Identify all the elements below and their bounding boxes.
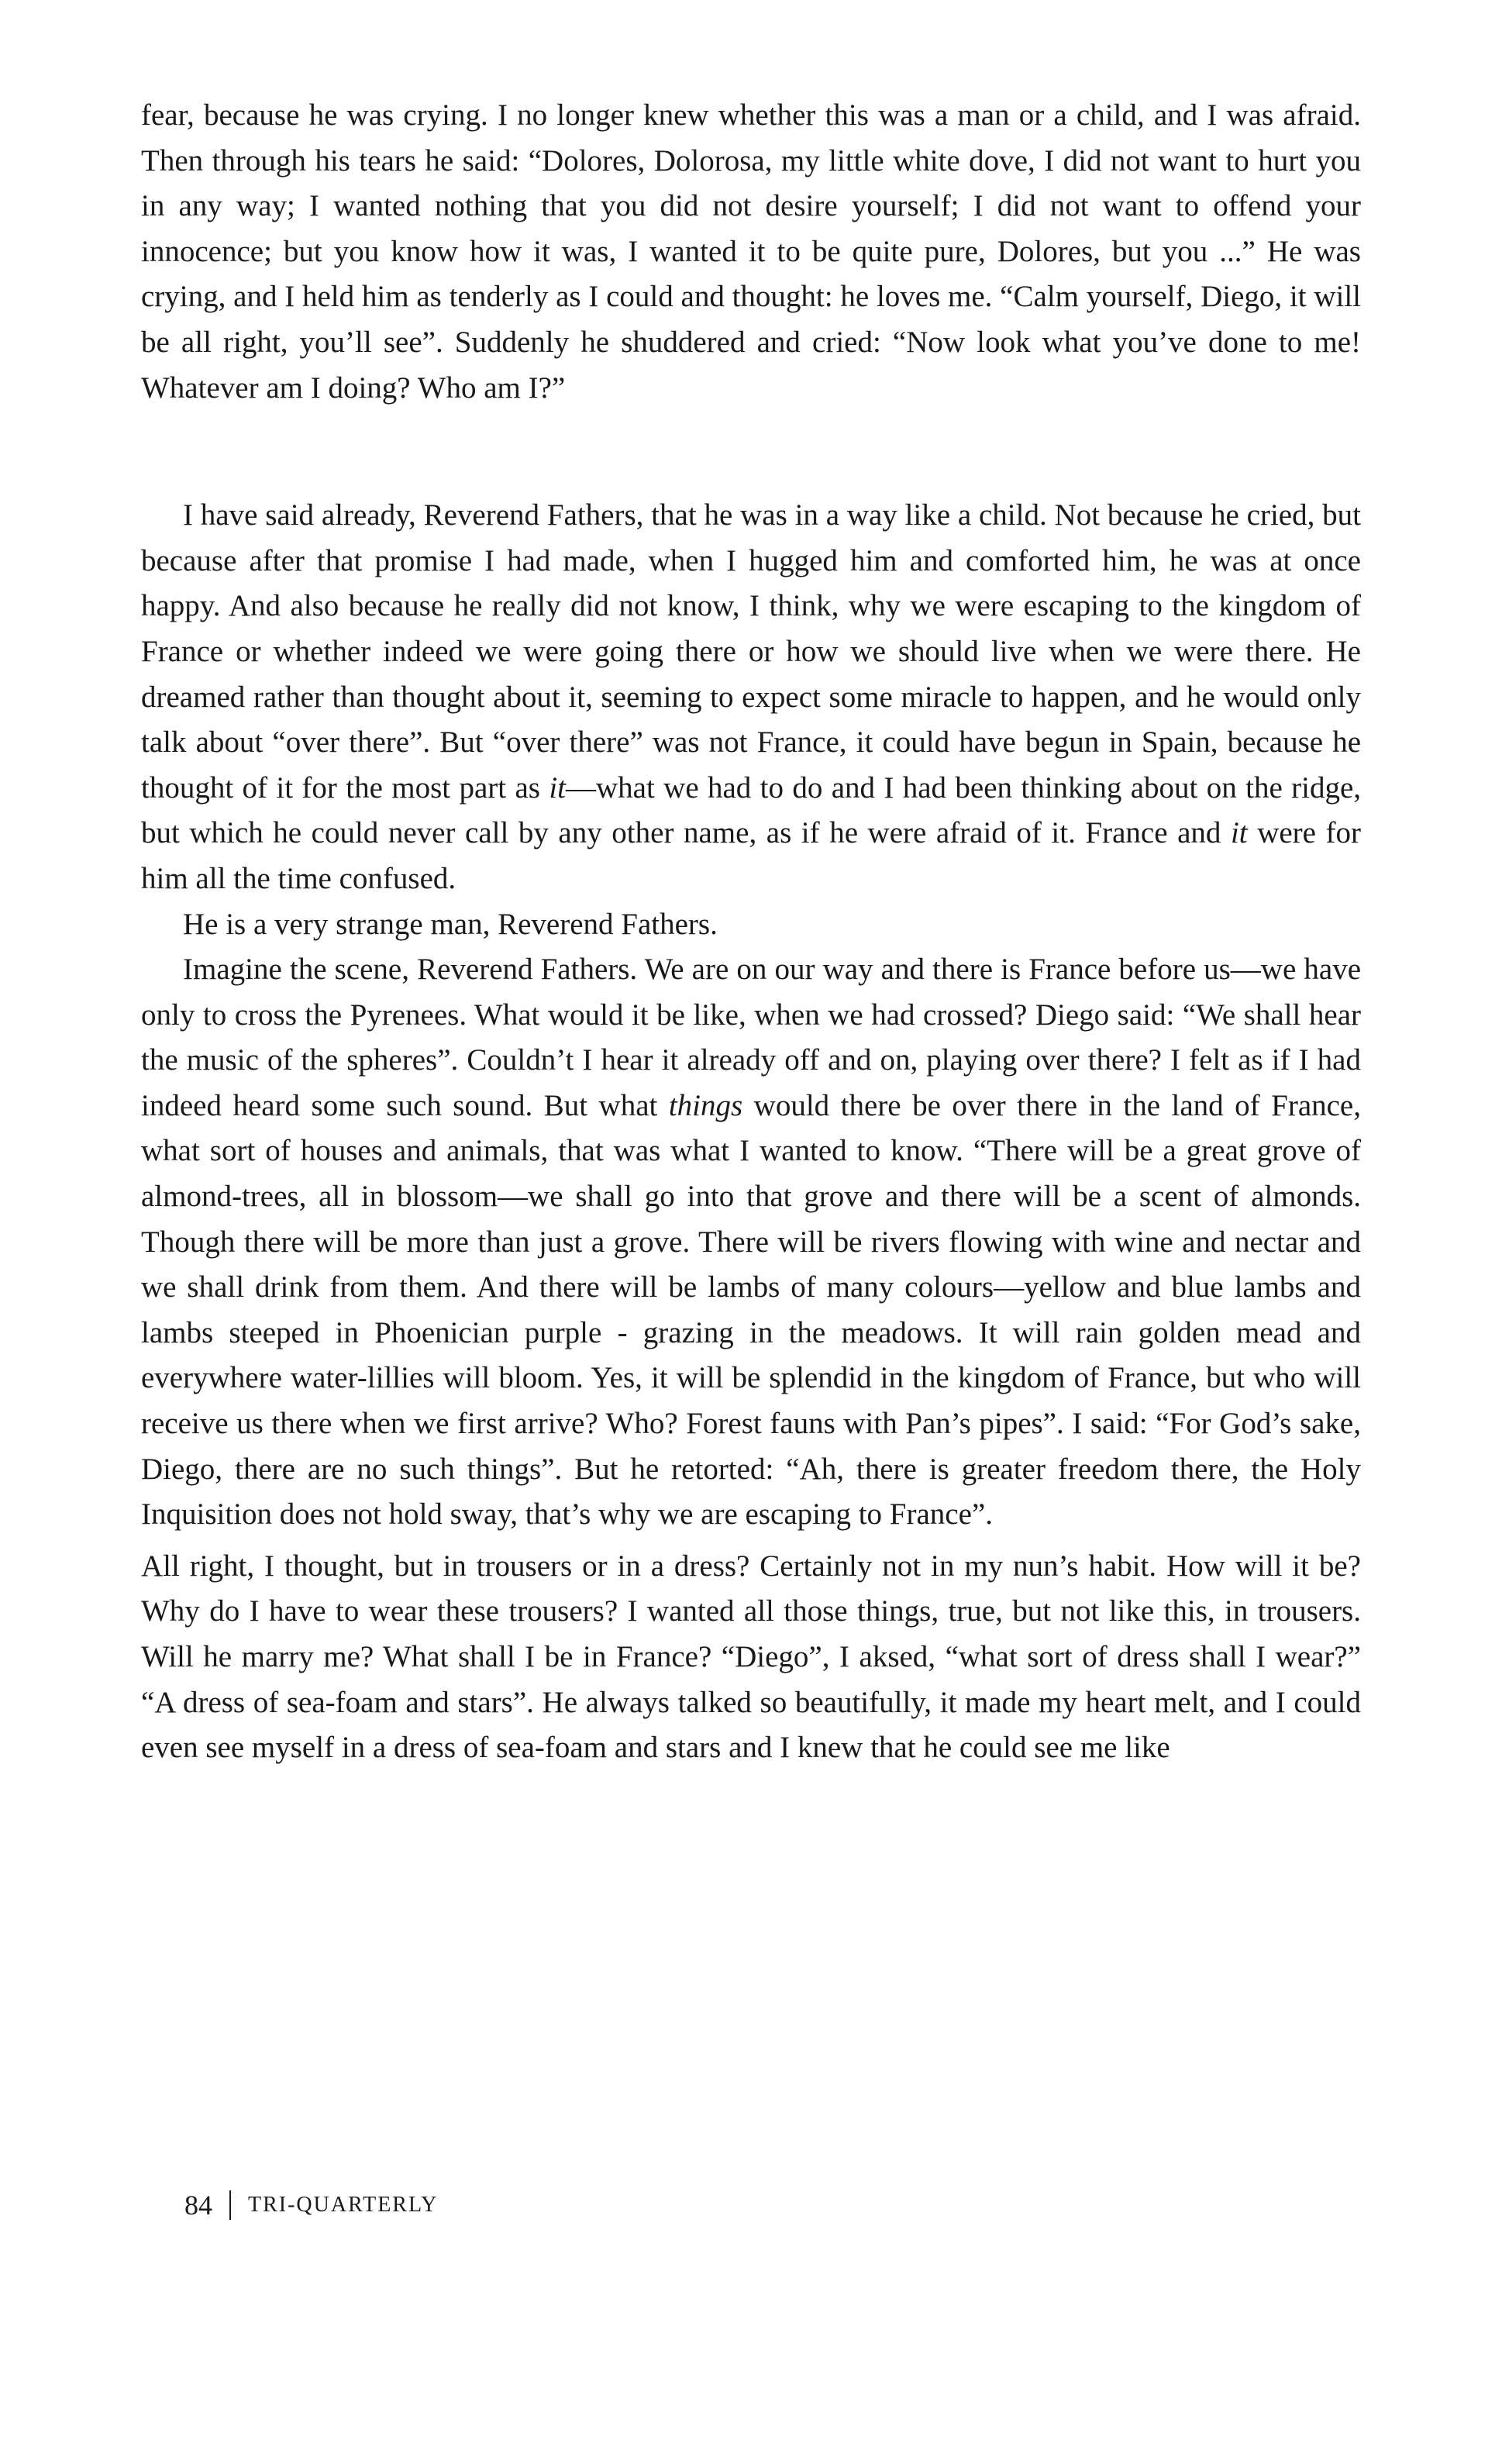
text-segment: —what we had to do and I had been thinking about on the ridge, but which he could never call by any other name, as if he were afraid of it. France and	[141, 770, 1362, 850]
paragraph-gap	[141, 1538, 1361, 1544]
paragraph-continuation	[141, 93, 1361, 411]
page-body	[141, 93, 1361, 1771]
text-segment: I have said already, Reverend Fathers, that he was in a way like a child. Not because he cried, but because after that promise I had made, when I hugged him and comforted him, he was at once happy. And also because he really did not know, I think, why we were escaping to the kingdom of France or whether indeed we were going there or how we should live when we were there. He dreamed rather than thought about it, seeming to expect some miracle to happen, and he would only talk about “over there”. But “over there” was not France, it could have begun in Spain, because he thought of it for the most part as	[141, 498, 1361, 805]
section-break	[141, 411, 1361, 493]
footer-divider	[229, 2190, 231, 2220]
journal-title: TRI-QUARTERLY	[248, 2193, 439, 2217]
italic-text: things	[668, 1088, 743, 1122]
paragraph-child-like	[141, 493, 1361, 901]
italic-text: it	[1230, 816, 1248, 850]
paragraph-trousers	[141, 1544, 1361, 1771]
text-segment: He is a very strange man, Reverend Fathers.	[183, 907, 718, 941]
page-number: 84	[184, 2190, 212, 2221]
italic-text: it	[549, 770, 566, 805]
page-footer	[184, 2189, 439, 2221]
text-segment: would there be over there in the land of France, what sort of houses and animals, that was what I wanted to know. “There will be a great grove of almond-trees, all in blossom—we shall go into that grove and there will be a scent of almonds. Though there will be more than just a grove. There will be rivers flowing with wine and nectar and we shall drink from them. And there will be lambs of many colours—yellow and blue lambs and lambs steeped in Phoenician purple - grazing in the meadows. It will rain golden mead and everywhere water-lillies will bloom. Yes, it will be splendid in the kingdom of France, but who will receive us there when we first arrive? Who? Forest fauns with Pan’s pipes”. I said: “For God’s sake, Diego, there are no such things”. But he retorted: “Ah, there is greater freedom there, the Holy Inquisition does not hold sway, that’s why we are escaping to France”.	[141, 1088, 1361, 1532]
paragraph-imagine-scene	[141, 947, 1361, 1538]
text-segment: All right, I thought, but in trousers or in a dress? Certainly not in my nun’s habit. How will it be? Why do I have to wear these trousers? I wanted all those things, true, but not like this, in trousers. Will he marry me? What shall I be in France? “Diego”, I aksed, “what sort of dress shall I wear?” “A dress of sea-foam and stars”. He always talked so beautifully, it made my heart melt, and I could even see myself in a dress of sea-foam and stars and I knew that he could see me like	[141, 1549, 1361, 1765]
text-segment: Imagine the scene, Reverend Fathers. We are on our way and there is France before us—we have only to cross the Pyrenees. What would it be like, when we had crossed? Diego said: “We shall hear the music of the spheres”. Couldn’t I hear it already off and on, playing over there? I felt as if I had indeed heard some such sound. But what	[141, 953, 1361, 1122]
paragraph-strange-man	[141, 902, 1361, 948]
text-segment: fear, because he was crying. I no longer knew whether this was a man or a child, and I was afraid. Then through his tears he said: “Dolores, Dolorosa, my little white dove, I did not want to hurt you in any way; I wanted nothing that you did not desire yourself; I did not want to offend your innocence; but you know how it was, I wanted it to be quite pure, Dolores, but you ...” He was crying, and I held him as tenderly as I could and thought: he loves me. “Calm yourself, Diego, it will be all right, you’ll see”. Suddenly he shuddered and cried: “Now look what you’ve done to me! Whatever am I doing? Who am I?”	[141, 98, 1361, 405]
text-segment: were for him all the time confused.	[141, 816, 1362, 895]
